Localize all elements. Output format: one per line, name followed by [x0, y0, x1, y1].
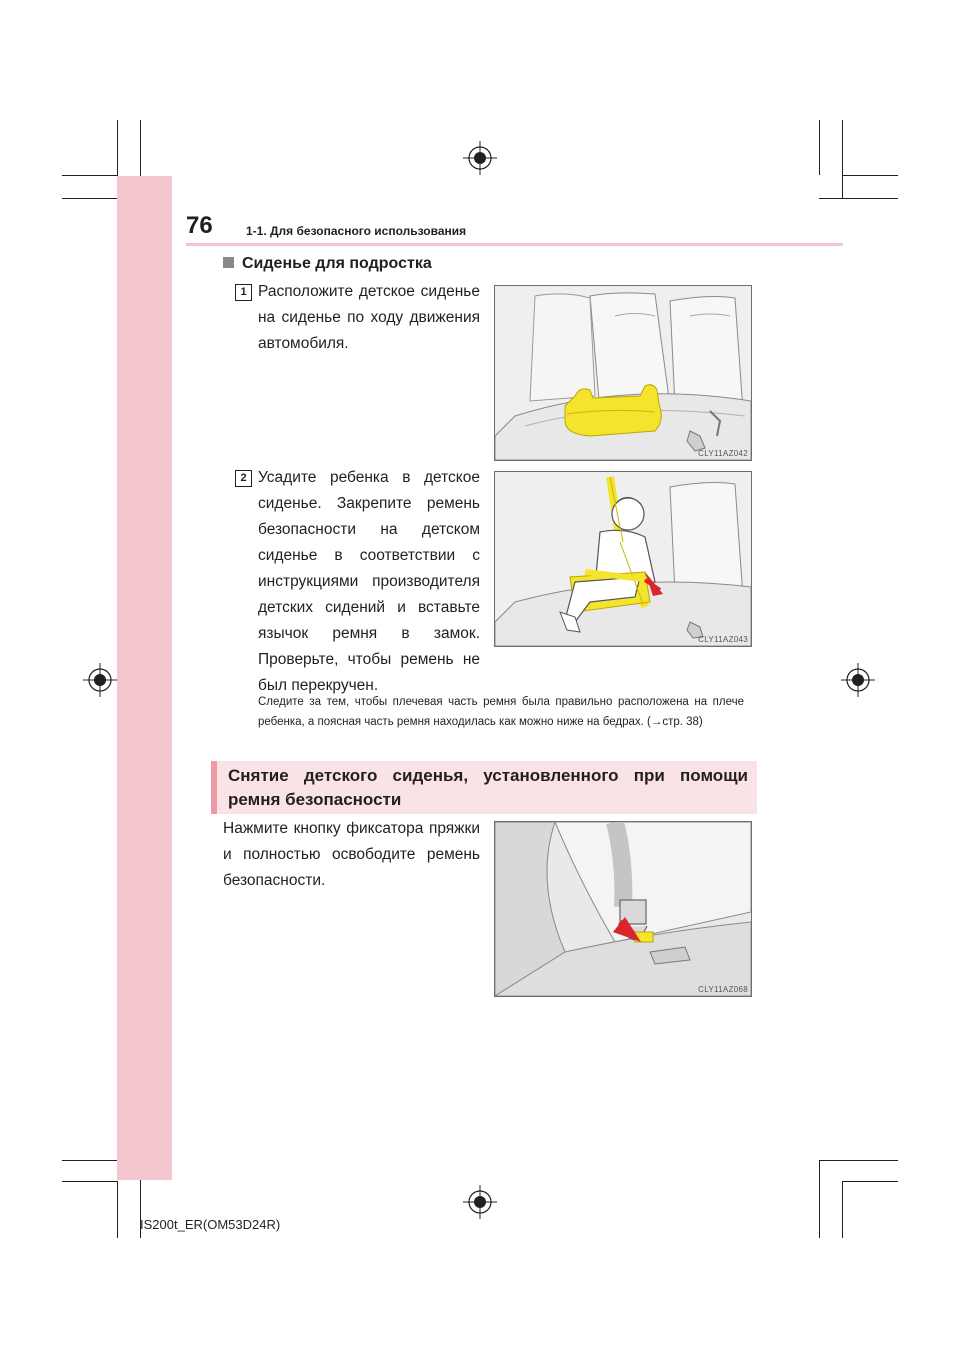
crop-mark	[819, 198, 898, 199]
crop-mark	[62, 1181, 118, 1182]
release-text: Нажмите кнопку фиксатора пряжки и полностью освободите ремень безопасности.	[223, 820, 480, 889]
step-text: Расположите детское сиденье на сиденье по ходу движения автомобиля.	[258, 283, 480, 352]
note-text: Следите за тем, чтобы плечевая часть ремня была правильно расположена на плече ребенка, а поясная часть ремня находилась как можно ниже на бедрах. (→стр. 38)	[258, 696, 744, 728]
crop-mark	[819, 1160, 898, 1161]
subsection-title	[223, 255, 432, 273]
figure-code: CLY11AZ068	[698, 985, 748, 994]
chapter-side-band	[117, 176, 172, 1180]
booster-seat-placement-illustration	[494, 285, 752, 461]
registration-mark-icon	[463, 1185, 497, 1219]
crop-mark	[842, 120, 843, 198]
crop-mark	[842, 175, 898, 176]
section-title: 1-1. Для безопасного использования	[246, 224, 467, 238]
subsection-title-text: Сиденье для подростка	[242, 255, 432, 272]
registration-mark-icon	[841, 663, 875, 697]
buckle-release-illustration	[494, 821, 752, 997]
page-number: 76	[186, 212, 213, 239]
crop-mark	[819, 1160, 820, 1238]
crop-mark	[117, 120, 118, 175]
document-code: IS200t_ER(OM53D24R)	[140, 1217, 281, 1232]
square-bullet-icon	[223, 257, 234, 268]
crop-mark	[842, 1181, 898, 1182]
section-heading-title: Снятие детского сиденья, установленного при помощи ремня безопасности	[228, 766, 748, 809]
header-divider	[186, 243, 843, 246]
section-heading-box	[211, 761, 757, 814]
crop-mark	[117, 1181, 118, 1238]
step-number: 2	[235, 470, 252, 487]
step-text: Усадите ребенка в детское сиденье. Закрепите ремень безопасности на детском сиденье в соответствии с инструкциями производителя детских сидений и вставьте язычок ремня в замок. Проверьте, чтобы ремень не был перекручен.	[258, 469, 480, 694]
crop-mark	[819, 120, 820, 175]
registration-mark-icon	[463, 141, 497, 175]
figure-code: CLY11AZ043	[698, 635, 748, 644]
registration-mark-icon	[83, 663, 117, 697]
crop-mark	[842, 1181, 843, 1238]
step-number: 1	[235, 284, 252, 301]
child-in-booster-illustration	[494, 471, 752, 647]
figure-code: CLY11AZ042	[698, 449, 748, 458]
crop-mark	[62, 175, 118, 176]
